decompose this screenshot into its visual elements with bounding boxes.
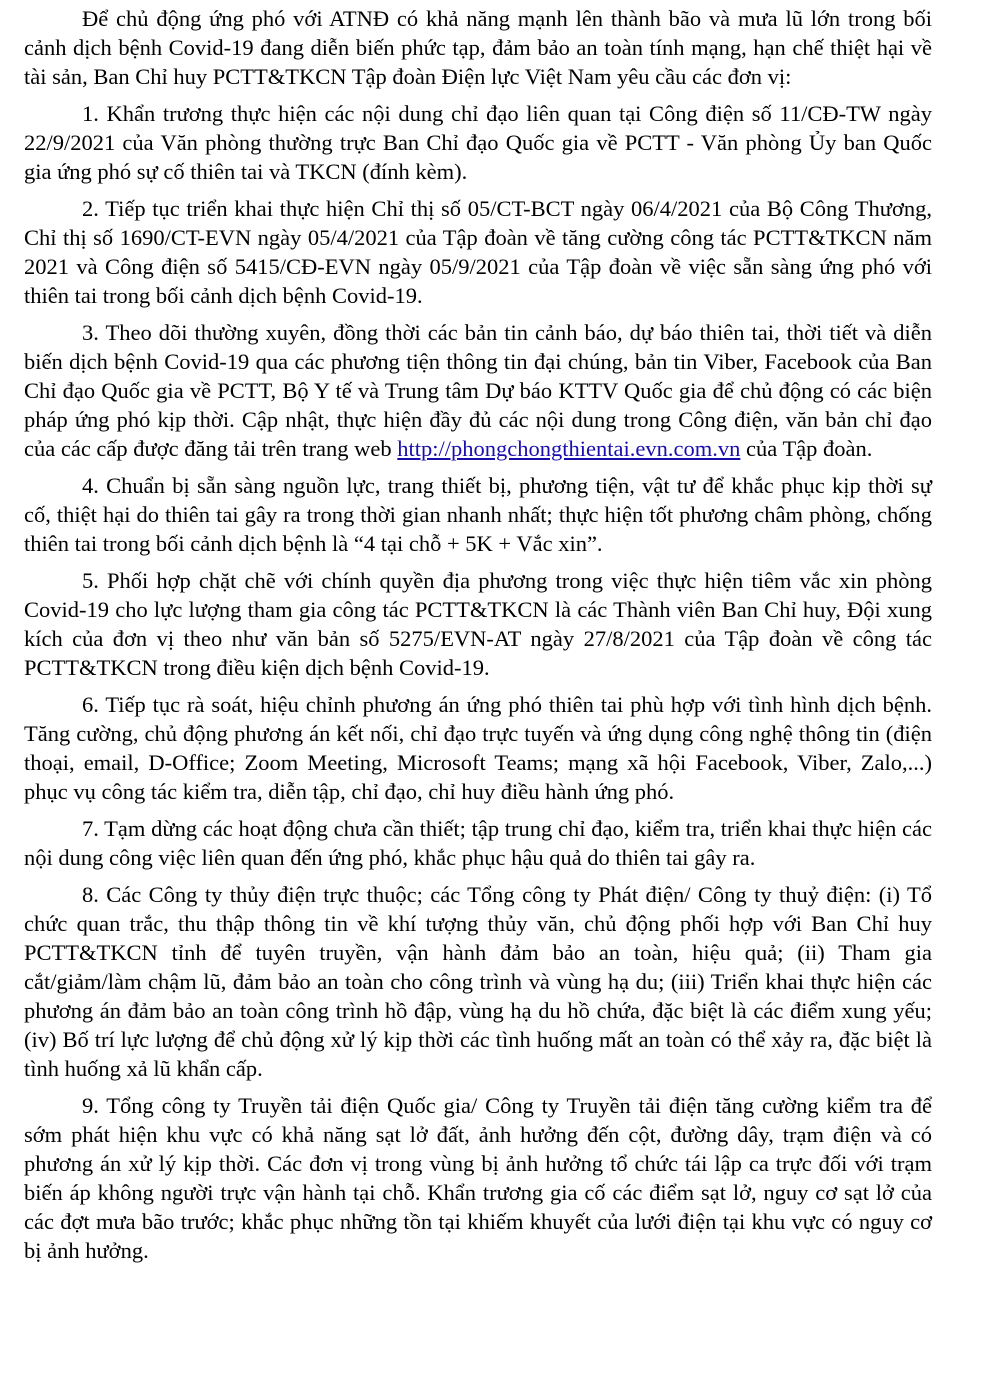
item-3-tail: của Tập đoàn. xyxy=(740,436,873,461)
website-link[interactable]: http://phongchongthientai.evn.com.vn xyxy=(397,436,741,461)
item-9-paragraph: 9. Tổng công ty Truyền tải điện Quốc gia/ Công ty Truyền tải điện tăng cường kiểm tra để sớm phát hiện khu vực có khả năng sạt lở đất, ảnh hưởng đến cột, đường dây, trạm điện và có phương án xử lý kịp thời. Các đơn vị trong vùng bị ảnh hưởng tổ chức tái lập ca trực đối với trạm biến áp không người trực vận hành tại chỗ. Khẩn trương gia cố các điểm sạt lở, nguy cơ sạt lở của các đợt mưa bão trước; khắc phục những tồn tại khiếm khuyết của lưới điện tại khu vực có nguy cơ bị ảnh hưởng. xyxy=(24,1093,932,1263)
item-1-paragraph: 1. Khẩn trương thực hiện các nội dung chỉ đạo liên quan tại Công điện số 11/CĐ-TW ngày 22/9/2021 của Văn phòng thường trực Ban Chỉ đạo Quốc gia về PCTT - Văn phòng Ủy ban Quốc gia ứng phó sự cố thiên tai và TKCN (đính kèm). xyxy=(24,101,932,184)
item-3-paragraph xyxy=(24,318,932,463)
item-7-paragraph: 7. Tạm dừng các hoạt động chưa cần thiết; tập trung chỉ đạo, kiểm tra, triển khai thực hiện các nội dung công việc liên quan đến ứng phó, khắc phục hậu quả do thiên tai gây ra. xyxy=(24,816,932,870)
item-4-paragraph: 4. Chuẩn bị sẵn sàng nguồn lực, trang thiết bị, phương tiện, vật tư để khắc phục kịp thời sự cố, thiệt hại do thiên tai gây ra trong thời gian nhanh nhất; thực hiện tốt phương châm phòng, chống thiên tai trong bối cảnh dịch bệnh là “4 tại chỗ + 5K + Vắc xin”. xyxy=(24,473,932,556)
item-5-paragraph: 5. Phối hợp chặt chẽ với chính quyền địa phương trong việc thực hiện tiêm vắc xin phòng Covid-19 cho lực lượng tham gia công tác PCTT&TKCN là các Thành viên Ban Chỉ huy, Đội xung kích của đơn vị theo như văn bản số 5275/EVN-AT ngày 27/8/2021 của Tập đoàn về công tác PCTT&TKCN trong điều kiện dịch bệnh Covid-19. xyxy=(24,568,932,680)
item-3-text: 3. Theo dõi thường xuyên, đồng thời các bản tin cảnh báo, dự báo thiên tai, thời tiết và diễn biến dịch bệnh Covid-19 qua các phương tiện thông tin đại chúng, bản tin Viber, Facebook của Ban Chỉ đạo Quốc gia về PCTT, Bộ Y tế và Trung tâm Dự báo KTTV Quốc gia để chủ động có các biện pháp ứng phó kịp thời. Cập nhật, thực hiện đầy đủ các nội dung trong Công điện, văn bản chỉ đạo của các cấp được đăng tải trên trang web xyxy=(24,320,932,461)
item-2-paragraph: 2. Tiếp tục triển khai thực hiện Chỉ thị số 05/CT-BCT ngày 06/4/2021 của Bộ Công Thương, Chỉ thị số 1690/CT-EVN ngày 05/4/2021 của Tập đoàn về tăng cường công tác PCTT&TKCN năm 2021 và Công điện số 5415/CĐ-EVN ngày 05/9/2021 của Tập đoàn về việc sẵn sàng ứng phó với thiên tai trong bối cảnh dịch bệnh Covid-19. xyxy=(24,196,932,308)
item-8-paragraph: 8. Các Công ty thủy điện trực thuộc; các Tổng công ty Phát điện/ Công ty thuỷ điện: (i) Tổ chức quan trắc, thu thập thông tin về khí tượng thủy văn, chủ động phối hợp với Ban Chỉ huy PCTT&TKCN tỉnh để tuyên truyền, vận hành đảm bảo an toàn, hiệu quả; (ii) Tham gia cắt/giảm/làm chậm lũ, đảm bảo an toàn cho công trình và vùng hạ du; (iii) Triển khai thực hiện các phương án đảm bảo an toàn công trình hồ đập, vùng hạ du hồ chứa, đặc biệt là các điểm xung yếu; (iv) Bố trí lực lượng để chủ động xử lý kịp thời các tình huống mất an toàn có thể xảy ra, đặc biệt là tình huống xả lũ khẩn cấp. xyxy=(24,882,932,1081)
item-6-paragraph: 6. Tiếp tục rà soát, hiệu chỉnh phương án ứng phó thiên tai phù hợp với tình hình dịch bệnh. Tăng cường, chủ động phương án kết nối, chỉ đạo trực tuyến và ứng dụng công nghệ thông tin (điện thoại, email, D-Office; Zoom Meeting, Microsoft Teams; mạng xã hội Facebook, Viber, Zalo,...) phục vụ công tác kiểm tra, diễn tập, chỉ đạo, chỉ huy điều hành ứng phó. xyxy=(24,692,932,804)
intro-paragraph: Để chủ động ứng phó với ATNĐ có khả năng mạnh lên thành bão và mưa lũ lớn trong bối cảnh dịch bệnh Covid-19 đang diễn biến phức tạp, đảm bảo an toàn tính mạng, hạn chế thiệt hại về tài sản, Ban Chỉ huy PCTT&TKCN Tập đoàn Điện lực Việt Nam yêu cầu các đơn vị: xyxy=(24,6,932,89)
